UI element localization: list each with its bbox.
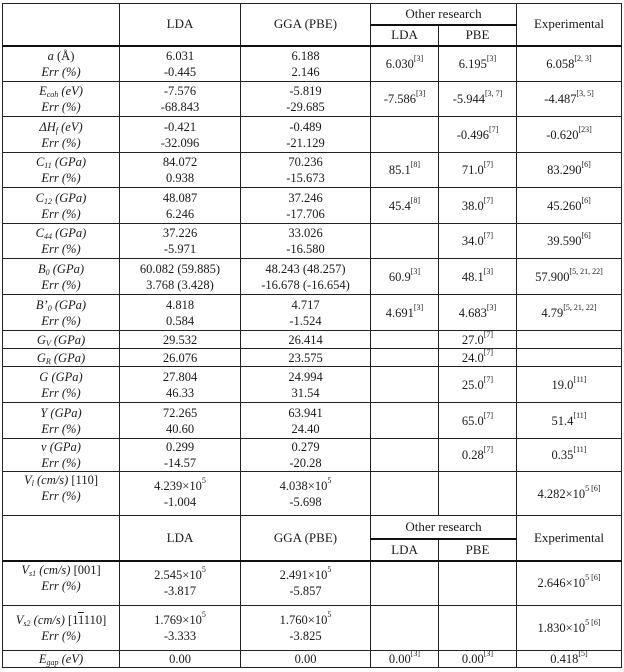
lda-cell: $4.239\times 10^5$ -1.004 xyxy=(120,472,241,516)
header-experimental: Experimental xyxy=(517,516,622,561)
experimental-cell: -0.620[23] xyxy=(517,117,622,153)
lda-cell: 48.087 6.246 xyxy=(120,188,241,224)
gga-cell: -0.489 -21.129 xyxy=(241,117,371,153)
header-other-lda: LDA xyxy=(371,25,439,46)
table-row xyxy=(3,472,622,516)
lda-cell: -7.576 -68.843 xyxy=(120,82,241,117)
results-table xyxy=(2,3,622,668)
gga-cell: 48.243 (48.257) -16.678 (-16.654) xyxy=(241,259,371,295)
header-other-research: Other research xyxy=(371,516,517,539)
property-cell: Ecoh (eV) Err (%) xyxy=(3,82,120,117)
lda-cell: 29.532 xyxy=(120,331,241,349)
other-pbe-cell: 34.0[7] xyxy=(439,224,517,259)
gga-cell: $1.760\times 10^5$ -3.825 xyxy=(241,606,371,651)
table-row xyxy=(3,259,622,295)
table-row xyxy=(3,367,622,403)
other-pbe-cell: 48.1[3] xyxy=(439,259,517,295)
gga-cell: 37.246 -17.706 xyxy=(241,188,371,224)
other-lda-cell xyxy=(371,117,439,153)
other-pbe-cell: -5.944[3, 7] xyxy=(439,82,517,117)
property-cell: Vs1 (cm/s) [001] Err (%) xyxy=(3,561,120,606)
other-lda-cell: 0.00[3] xyxy=(371,651,439,668)
other-pbe-cell xyxy=(439,561,517,606)
gga-cell: 6.188 2.146 xyxy=(241,46,371,82)
other-pbe-cell: 4.683[3] xyxy=(439,295,517,331)
lda-cell: 4.818 0.584 xyxy=(120,295,241,331)
header-row xyxy=(3,4,622,25)
property-cell: Vs2 (cm/s) [11110] Err (%) xyxy=(3,606,120,651)
gga-cell: 24.994 31.54 xyxy=(241,367,371,403)
lda-cell: 60.082 (59.885) 3.768 (3.428) xyxy=(120,259,241,295)
other-pbe-cell: 38.0[7] xyxy=(439,188,517,224)
other-lda-cell xyxy=(371,349,439,367)
table-row xyxy=(3,606,622,651)
header-gga: GGA (PBE) xyxy=(241,516,371,561)
property-cell: GR (GPa) xyxy=(3,349,120,367)
table-row xyxy=(3,403,622,439)
property-cell: B0 (GPa) Err (%) xyxy=(3,259,120,295)
property-cell: C44 (GPa) Err (%) xyxy=(3,224,120,259)
gga-cell: 33.026 -16.580 xyxy=(241,224,371,259)
gga-cell: $4.038\times 10^5$ -5.698 xyxy=(241,472,371,516)
other-lda-cell: 85.1[8] xyxy=(371,153,439,188)
header-lda: LDA xyxy=(120,4,241,46)
property-cell: C11 (GPa) Err (%) xyxy=(3,153,120,188)
other-pbe-cell: 25.0[7] xyxy=(439,367,517,403)
gga-cell: -5.819 -29.685 xyxy=(241,82,371,117)
other-lda-cell xyxy=(371,224,439,259)
experimental-cell: 83.290[6] xyxy=(517,153,622,188)
other-pbe-cell: -0.496[7] xyxy=(439,117,517,153)
experimental-cell: $1.830\times 10^{5 [6]}$ xyxy=(517,606,622,651)
experimental-cell: 19.0[11] xyxy=(517,367,622,403)
experimental-cell: 6.058[2, 3] xyxy=(517,46,622,82)
other-pbe-cell: 6.195[3] xyxy=(439,46,517,82)
property-cell: v (GPa) Err (%) xyxy=(3,439,120,472)
lda-cell: $1.769\times 10^5$ -3.333 xyxy=(120,606,241,651)
table-row xyxy=(3,117,622,153)
experimental-cell: $4.282\times 10^{5 [6]}$ xyxy=(517,472,622,516)
header-lda: LDA xyxy=(120,516,241,561)
other-lda-cell: 60.9[3] xyxy=(371,259,439,295)
experimental-cell: -4.487[3, 5] xyxy=(517,82,622,117)
lda-cell: 27.804 46.33 xyxy=(120,367,241,403)
experimental-cell: 39.590[6] xyxy=(517,224,622,259)
gga-cell: 63.941 24.40 xyxy=(241,403,371,439)
other-pbe-cell: 0.28[7] xyxy=(439,439,517,472)
lda-cell: 26.076 xyxy=(120,349,241,367)
table-row xyxy=(3,331,622,349)
table-row xyxy=(3,439,622,472)
experimental-cell: 0.35[11] xyxy=(517,439,622,472)
experimental-cell: 0.418[5] xyxy=(517,651,622,668)
experimental-cell xyxy=(517,349,622,367)
experimental-cell: 4.79[5, 21, 22] xyxy=(517,295,622,331)
gga-cell: 23.575 xyxy=(241,349,371,367)
other-pbe-cell: 24.0[7] xyxy=(439,349,517,367)
other-lda-cell xyxy=(371,367,439,403)
lda-cell: 84.072 0.938 xyxy=(120,153,241,188)
other-lda-cell xyxy=(371,606,439,651)
header-other-research: Other research xyxy=(371,4,517,25)
table-row xyxy=(3,561,622,606)
header-other-lda: LDA xyxy=(371,539,439,561)
property-cell: G (GPa) Err (%) xyxy=(3,367,120,403)
property-cell: GV (GPa) xyxy=(3,331,120,349)
property-cell: Vl (cm/s) [110] Err (%) xyxy=(3,472,120,516)
other-lda-cell: 45.4[8] xyxy=(371,188,439,224)
property-cell: Egap (eV) xyxy=(3,651,120,668)
table-row xyxy=(3,188,622,224)
other-lda-cell: 4.691[3] xyxy=(371,295,439,331)
other-lda-cell: 6.030[3] xyxy=(371,46,439,82)
lda-cell: 37.226 -5.971 xyxy=(120,224,241,259)
other-lda-cell: -7.586[3] xyxy=(371,82,439,117)
lda-cell: 72.265 40.60 xyxy=(120,403,241,439)
experimental-cell: 57.900[5, 21, 22] xyxy=(517,259,622,295)
header-property xyxy=(3,4,120,46)
other-lda-cell xyxy=(371,561,439,606)
header-other-pbe: PBE xyxy=(439,539,517,561)
other-lda-cell xyxy=(371,403,439,439)
other-pbe-cell: 71.0[7] xyxy=(439,153,517,188)
header-other-pbe: PBE xyxy=(439,25,517,46)
table-row xyxy=(3,224,622,259)
table-row xyxy=(3,82,622,117)
header-property xyxy=(3,516,120,561)
other-lda-cell xyxy=(371,439,439,472)
table-row xyxy=(3,349,622,367)
other-pbe-cell: 0.00[3] xyxy=(439,651,517,668)
gga-cell: 70.236 -15.673 xyxy=(241,153,371,188)
other-pbe-cell: 27.0[7] xyxy=(439,331,517,349)
table-row xyxy=(3,46,622,82)
table-row xyxy=(3,295,622,331)
other-lda-cell xyxy=(371,472,439,516)
gga-cell: 26.414 xyxy=(241,331,371,349)
header-gga: GGA (PBE) xyxy=(241,4,371,46)
other-pbe-cell xyxy=(439,606,517,651)
gga-cell: 0.00 xyxy=(241,651,371,668)
other-pbe-cell xyxy=(439,472,517,516)
other-pbe-cell: 65.0[7] xyxy=(439,403,517,439)
experimental-cell: 51.4[11] xyxy=(517,403,622,439)
gga-cell: 4.717 -1.524 xyxy=(241,295,371,331)
lda-cell: -0.421 -32.096 xyxy=(120,117,241,153)
property-cell: ΔHf (eV) Err (%) xyxy=(3,117,120,153)
property-cell: B’0 (GPa) Err (%) xyxy=(3,295,120,331)
property-cell: Y (GPa) Err (%) xyxy=(3,403,120,439)
experimental-cell: 45.260[6] xyxy=(517,188,622,224)
property-cell: a (Å) Err (%) xyxy=(3,46,120,82)
lda-cell: $2.545\times 10^5$ -3.817 xyxy=(120,561,241,606)
lda-cell: 0.00 xyxy=(120,651,241,668)
header-experimental: Experimental xyxy=(517,4,622,46)
lda-cell: 0.299 -14.57 xyxy=(120,439,241,472)
lda-cell: 6.031 -0.445 xyxy=(120,46,241,82)
experimental-cell xyxy=(517,331,622,349)
experimental-cell: $2.646\times 10^{5 [6]}$ xyxy=(517,561,622,606)
table-row xyxy=(3,153,622,188)
gga-cell: 0.279 -20.28 xyxy=(241,439,371,472)
header-row-2 xyxy=(3,516,622,539)
table-row xyxy=(3,651,622,668)
property-cell: C12 (GPa) Err (%) xyxy=(3,188,120,224)
gga-cell: $2.491\times 10^5$ -5.857 xyxy=(241,561,371,606)
other-lda-cell xyxy=(371,331,439,349)
